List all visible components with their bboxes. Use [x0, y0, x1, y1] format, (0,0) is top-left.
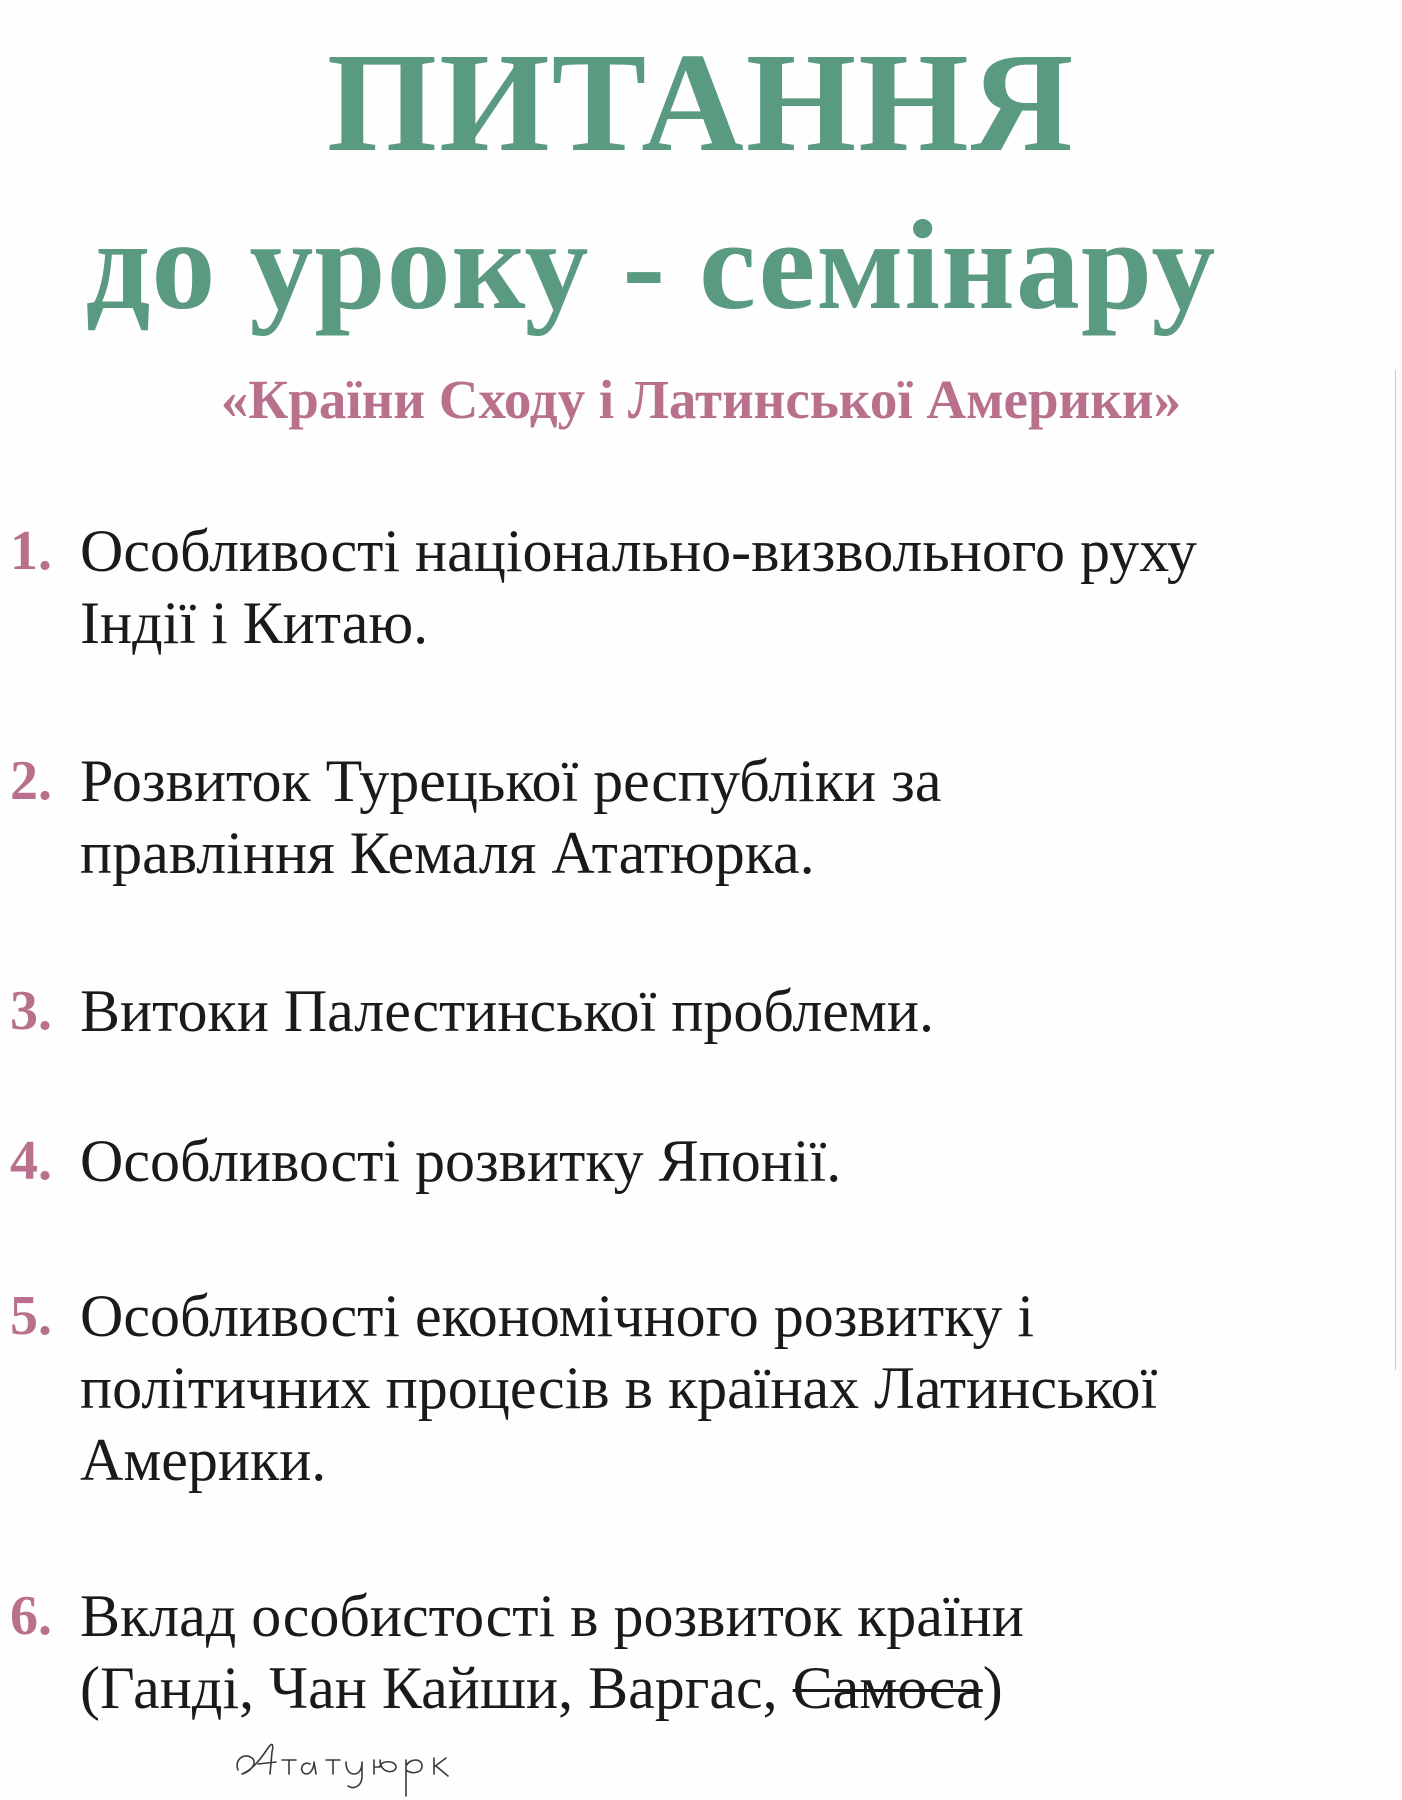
scan-edge-line [1395, 370, 1396, 1370]
question-number: 4. [10, 1130, 52, 1192]
question-item-2 [10, 745, 1380, 889]
question-text: Витоки Палестинської проблеми. [80, 978, 935, 1044]
question-text: Розвиток Турецької республіки за правління Кемаля Ататюрка. [80, 748, 942, 886]
question-text: Особливості національно-визвольного руху Індії і Китаю. [80, 518, 1197, 656]
question-text-end: ) [982, 1655, 1003, 1721]
question-item-1 [10, 515, 1380, 659]
question-item-3 [10, 975, 1380, 1047]
struck-through-name: Самоса [792, 1655, 983, 1721]
handwritten-note-signature [230, 1730, 610, 1800]
question-number: 2. [10, 750, 52, 812]
page-title: ПИТАННЯ [326, 23, 1076, 181]
question-number: 1. [10, 520, 52, 582]
svg-text:Ататюрк: Ататюрк [470, 1774, 474, 1775]
question-text [80, 1580, 1380, 1724]
question-item-5 [10, 1280, 1380, 1496]
question-text: Особливості розвитку Японії. [80, 1128, 842, 1194]
question-number: 3. [10, 980, 52, 1042]
question-item-4 [10, 1125, 1380, 1197]
question-number: 6. [10, 1585, 52, 1647]
question-item-6 [10, 1580, 1380, 1724]
topic-subtitle: «Країни Сходу і Латинської Америки» [220, 369, 1182, 430]
page-title-line-2: до уроку - семінару [85, 194, 1217, 336]
question-text-main: Вклад особистості в розвиток країни (Ганді, Чан Кайши, Варгас, [80, 1583, 1024, 1721]
question-text: Особливості економічного розвитку і політичних процесів в країнах Латинської Америки. [80, 1283, 1158, 1493]
question-number: 5. [10, 1285, 52, 1347]
